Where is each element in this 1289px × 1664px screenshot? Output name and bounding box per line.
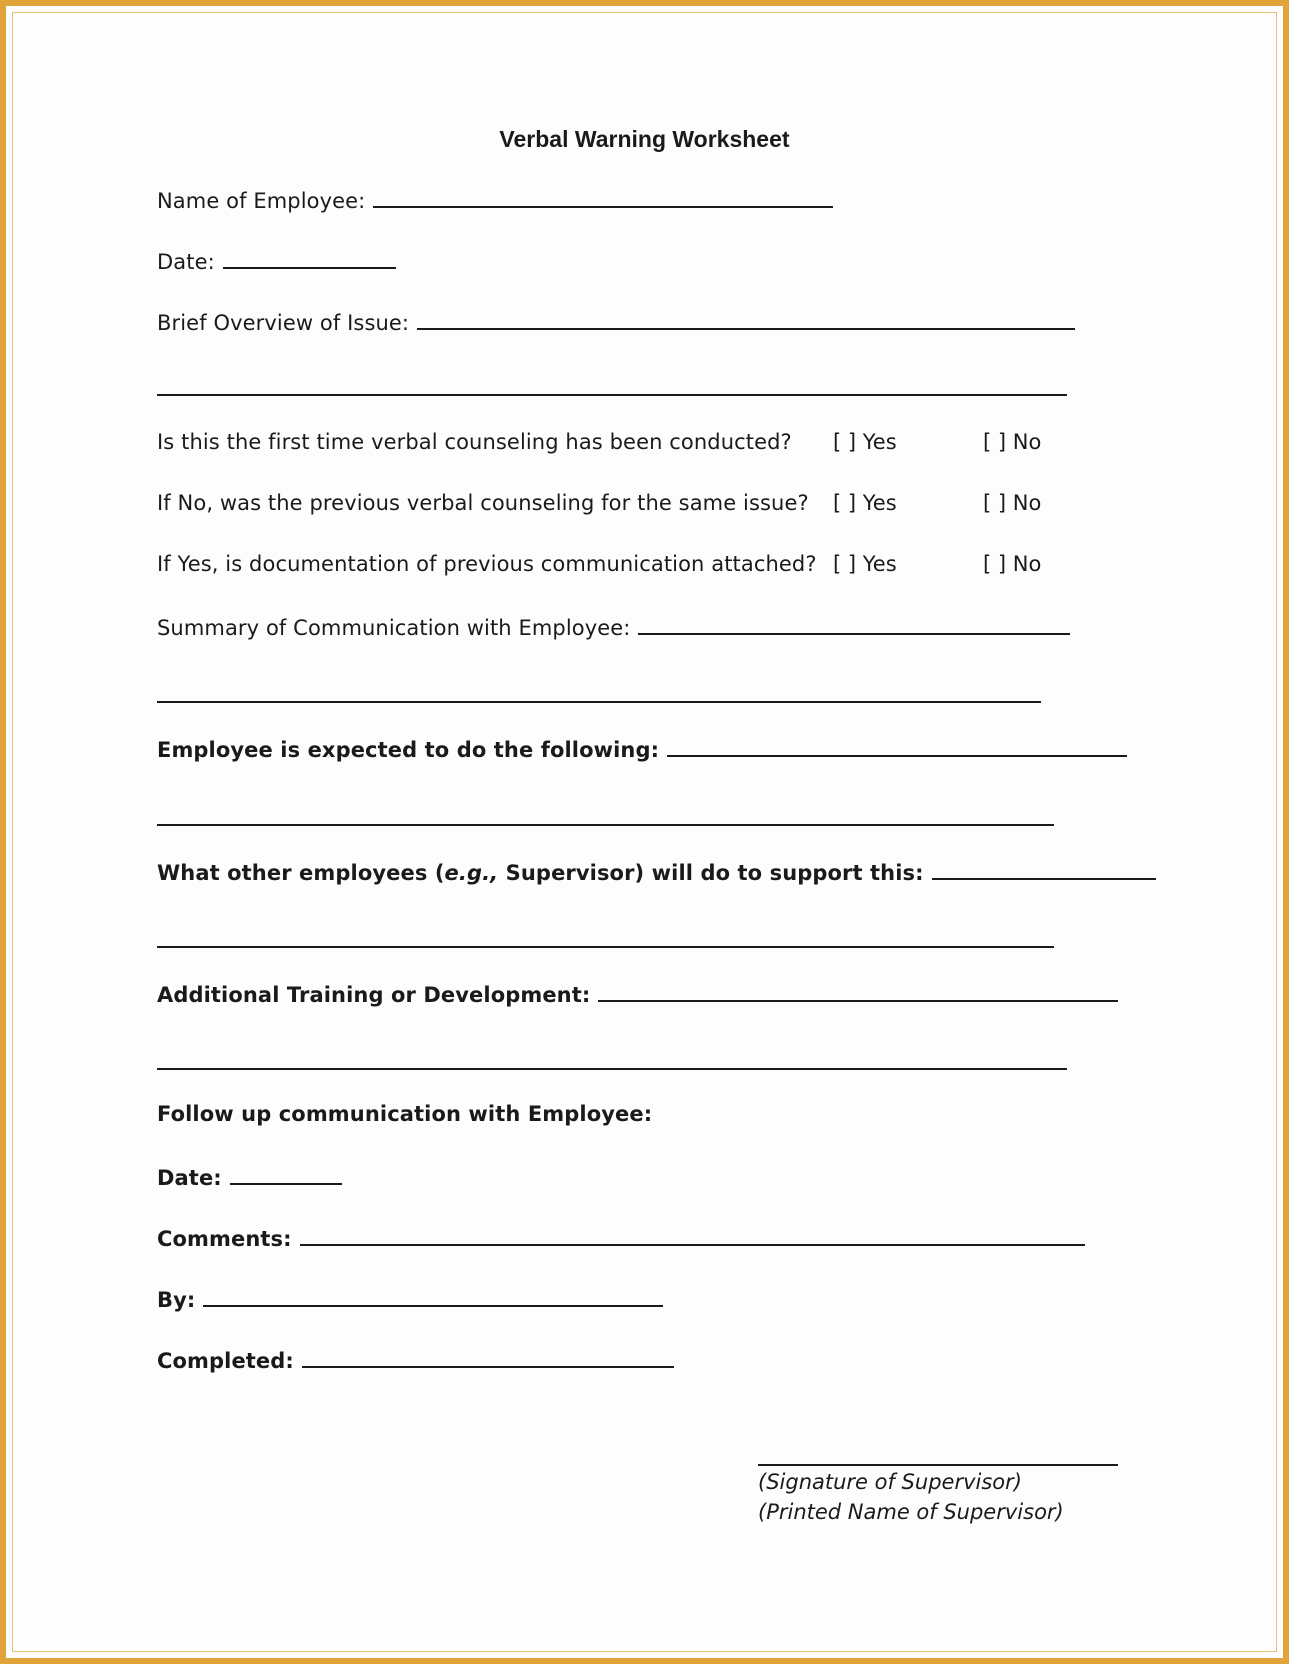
support-label-post: Supervisor) will do to support this:	[498, 861, 924, 885]
training-field[interactable]	[598, 980, 1118, 1002]
completed-label: Completed:	[157, 1349, 294, 1373]
followup-date-row	[157, 1163, 342, 1190]
summary-row	[157, 613, 1070, 640]
comments-field[interactable]	[300, 1224, 1085, 1246]
expected-field[interactable]	[667, 735, 1127, 757]
question-1-yes-checkbox[interactable]: [ ] Yes	[833, 430, 897, 454]
date-field[interactable]	[223, 247, 396, 269]
expected-row	[157, 735, 1127, 762]
support-row	[157, 858, 1156, 885]
expected-field-line2[interactable]	[157, 824, 1054, 826]
comments-row	[157, 1224, 1085, 1251]
question-3-no-checkbox[interactable]: [ ] No	[983, 552, 1042, 576]
completed-field[interactable]	[302, 1346, 674, 1368]
support-field[interactable]	[932, 858, 1156, 880]
signature-line[interactable]	[758, 1464, 1118, 1466]
summary-label: Summary of Communication with Employee:	[157, 616, 631, 640]
employee-name-field[interactable]	[373, 186, 833, 208]
employee-name-label: Name of Employee:	[157, 189, 366, 213]
summary-field-line2[interactable]	[157, 701, 1041, 703]
support-label-eg: e.g.,	[444, 861, 499, 885]
training-row	[157, 980, 1118, 1007]
question-2: If No, was the previous verbal counseling for the same issue?	[157, 491, 809, 515]
by-row	[157, 1285, 663, 1312]
question-1: Is this the first time verbal counseling has been conducted?	[157, 430, 792, 454]
training-label: Additional Training or Development:	[157, 983, 591, 1007]
printed-name-caption: (Printed Name of Supervisor)	[758, 1500, 1064, 1524]
support-field-line2[interactable]	[157, 946, 1054, 948]
by-label: By:	[157, 1288, 196, 1312]
question-1-no-checkbox[interactable]: [ ] No	[983, 430, 1042, 454]
followup-date-label: Date:	[157, 1166, 222, 1190]
date-label: Date:	[157, 250, 215, 274]
comments-label: Comments:	[157, 1227, 292, 1251]
summary-field[interactable]	[638, 613, 1070, 635]
date-row	[157, 247, 396, 274]
followup-date-field[interactable]	[230, 1163, 342, 1185]
signature-caption: (Signature of Supervisor)	[758, 1470, 1022, 1494]
page-title: Verbal Warning Worksheet	[499, 126, 790, 152]
overview-label: Brief Overview of Issue:	[157, 311, 410, 335]
expected-label: Employee is expected to do the following:	[157, 738, 660, 762]
support-label-pre: What other employees (	[157, 861, 445, 885]
followup-heading: Follow up communication with Employee:	[157, 1102, 653, 1126]
by-field[interactable]	[203, 1285, 663, 1307]
overview-field-line2[interactable]	[157, 394, 1067, 396]
overview-row	[157, 308, 1075, 335]
question-3: If Yes, is documentation of previous communication attached?	[157, 552, 817, 576]
question-3-yes-checkbox[interactable]: [ ] Yes	[833, 552, 897, 576]
overview-field[interactable]	[417, 308, 1075, 330]
question-2-yes-checkbox[interactable]: [ ] Yes	[833, 491, 897, 515]
question-2-no-checkbox[interactable]: [ ] No	[983, 491, 1042, 515]
completed-row	[157, 1346, 674, 1373]
training-field-line2[interactable]	[157, 1068, 1067, 1070]
employee-name-row	[157, 186, 833, 213]
